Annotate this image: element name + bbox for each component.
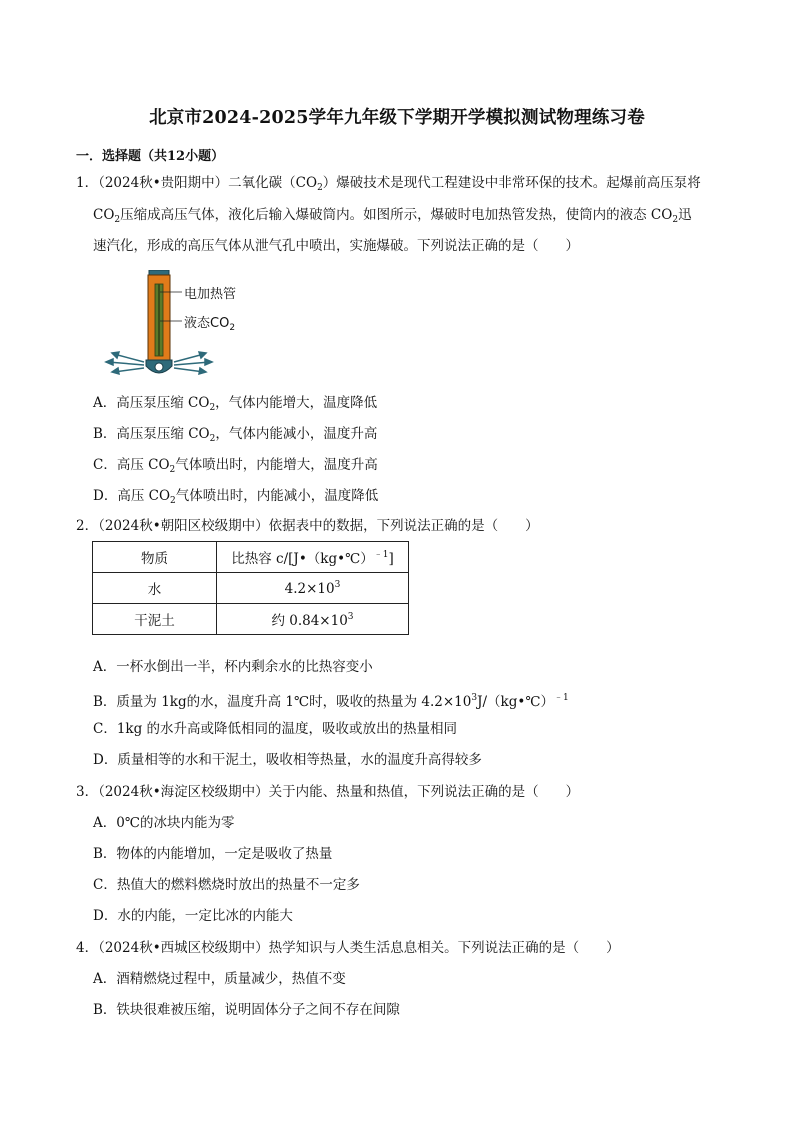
question-4-option-b: B．铁块很难被压缩，说明固体分子之间不存在间隙 [93,1002,400,1018]
section-heading: 一．选择题（共12小题） [76,149,225,164]
table-cell: $4.2\times 10^3$ [217,573,409,604]
question-1-option-b: B．高压泵压缩 $CO_2$，气体内能减小，温度升高 [93,426,378,444]
question-1-line-2: $CO_2$压缩成高压气体，液化后输入爆破筒内。如图所示，爆破时电加热管发热，使筒内的液态 $CO_2$迅 [93,207,692,225]
specific-heat-table [92,541,409,635]
heater-label: 电加热管 [184,287,237,302]
table-row [93,573,409,604]
table-row [93,604,409,635]
table-cell: 约 $0.84\times 10^3$ [217,604,409,635]
question-3-option-b: B．物体的内能增加，一定是吸收了热量 [93,846,333,862]
page-title: 北京市2024-2025学年九年级下学期开学模拟测试物理练习卷 [149,108,645,128]
question-3-line-1: 3．（2024秋•海淀区校级期中）关于内能、热量和热值，下列说法正确的是（ ） [76,784,580,800]
question-2-option-c: C．1kg 的水升高或降低相同的温度，吸收或放出的热量相同 [93,721,458,737]
question-2-option-a: A．一杯水倒出一半，杯内剩余水的比热容变小 [93,659,373,675]
question-4-line-1: 4．（2024秋•西城区校级期中）热学知识与人类生活息息相关。下列说法正确的是（ ） [76,940,620,956]
question-1-option-a: A．高压泵压缩 $CO_2$，气体内能增大，温度降低 [93,395,378,413]
co2-blaster-figure [94,270,254,380]
question-4-option-a: A．酒精燃烧过程中，质量减少，热值不变 [93,971,346,987]
question-3-option-a: A．0℃的冰块内能为零 [93,815,235,831]
table-cell: 干泥土 [93,604,217,635]
question-2-option-b: B．质量为 1kg的水，温度升高 1℃时，吸收的热量为 $4.2\times 10^3J/(kg•℃)^{﹣1}$ [93,693,569,710]
question-3-option-d: D．水的内能，一定比冰的内能大 [93,908,293,924]
table-header-cell: 比热容 c/[J•（kg•℃）$^{﹣1}$] [217,542,409,573]
table-cell: 水 [93,573,217,604]
question-1-line-1: 1．（2024秋•贵阳期中）二氧化碳$(CO_2)$爆破技术是现代工程建设中非常环保的技术。起爆前高压泵将 [76,175,701,193]
question-1-option-d: D．高压 $CO_2$气体喷出时，内能减小，温度降低 [93,488,379,506]
question-3-option-c: C．热值大的燃料燃烧时放出的热量不一定多 [93,877,360,893]
question-1-option-c: C．高压 $CO_2$气体喷出时，内能增大，温度升高 [93,457,378,475]
question-2-line-1: 2．（2024秋•朝阳区校级期中）依据表中的数据，下列说法正确的是（ ） [76,518,539,534]
question-1-line-3: 速汽化，形成的高压气体从泄气孔中喷出，实施爆破。下列说法正确的是（ ） [93,238,579,254]
table-header-cell: 物质 [93,542,217,573]
question-2-option-d: D．质量相等的水和干泥土，吸收相等热量，水的温度升高得较多 [93,752,482,768]
table-header-row [93,542,409,573]
liquid-co2-label: 液态$CO_2$ [184,316,236,333]
